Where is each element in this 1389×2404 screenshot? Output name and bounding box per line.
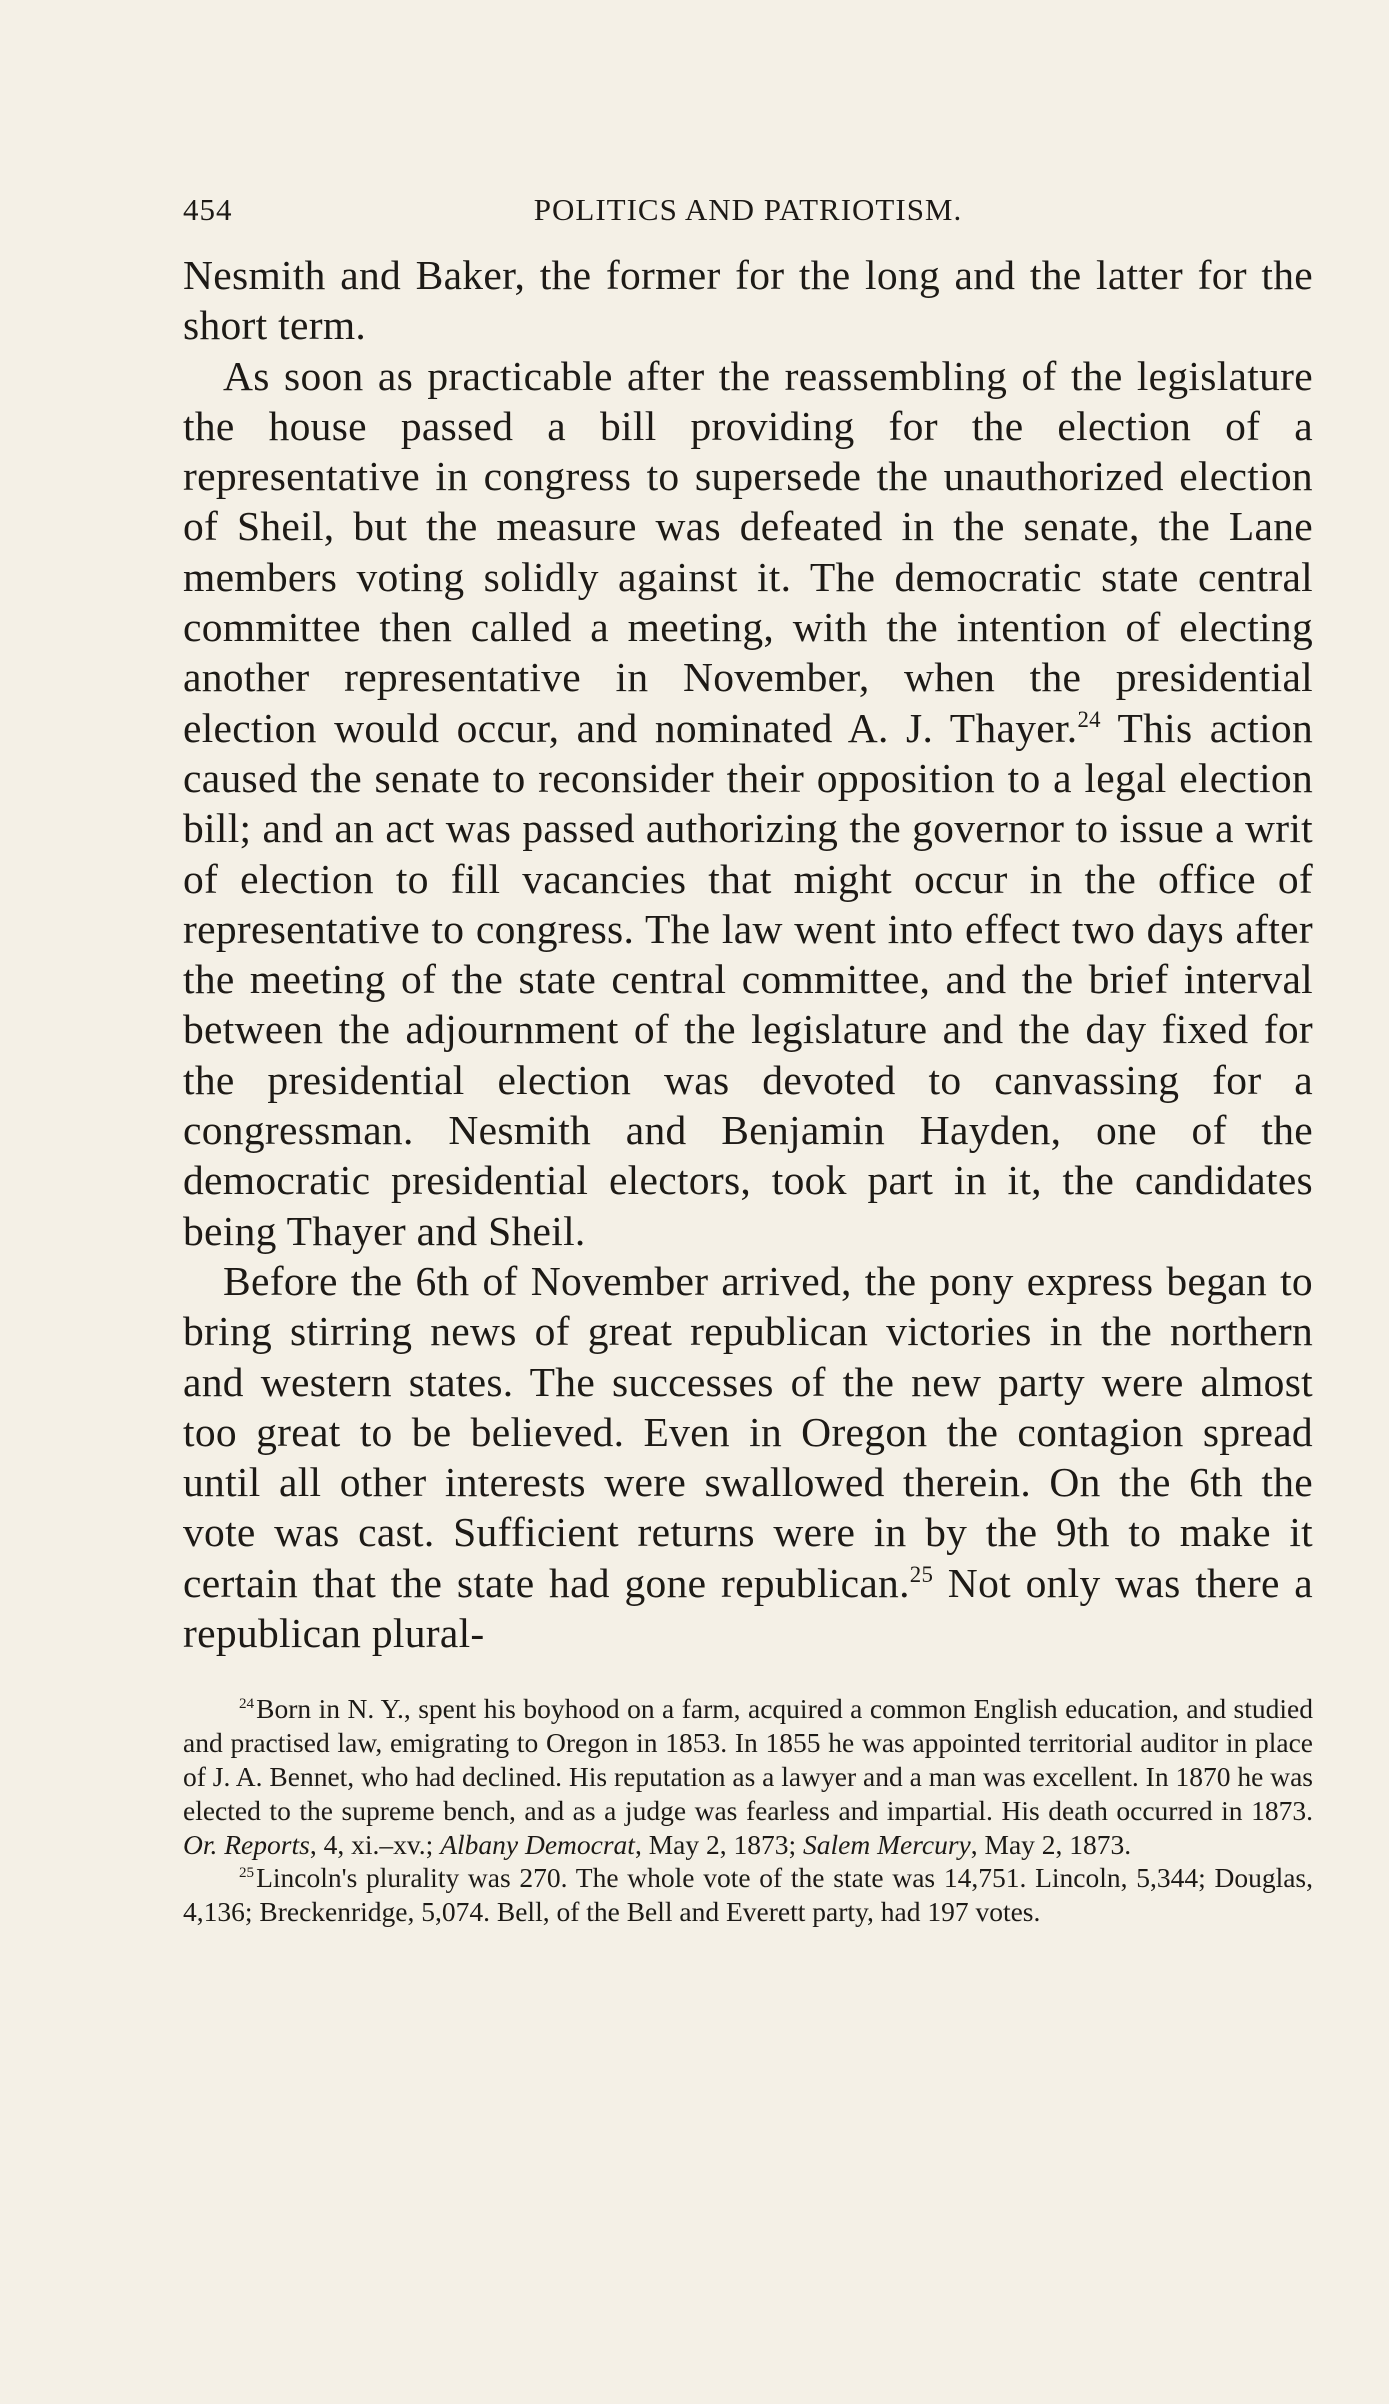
page-number: 454	[183, 192, 233, 227]
footnote-reference: 25	[909, 1561, 934, 1587]
paragraph-text: Not only was there a republican plural-	[183, 1559, 1313, 1657]
footnote-number: 25	[239, 1865, 255, 1882]
source-title: Albany Democrat	[440, 1828, 635, 1860]
book-page	[183, 184, 1313, 1929]
paragraph-text: This action caused the senate to reconsider their opposition to a legal election bill; and an act was passed authorizing the governor to issue a writ of election to fill vacancies that might occur in the office of representative to congress. The law went into effect two days after the meeting of the state central committee, and the brief interval between the adjournment of the legislature and the day fixed for the presidential election was devoted to canvassing for a congressman. Nesmith and Benjamin Hayden, one of the democratic presidential electors, took part in it, the candidates being Thayer and Sheil.	[183, 704, 1313, 1254]
main-text	[183, 250, 1313, 1658]
paragraph-text: Before the 6th of November arrived, the pony express began to bring stirring news of great republican victories in the northern and western states. The successes of the new party were almost too great to be believed. Even in Oregon the contagion spread until all other interests were swallowed therein. On the 6th the vote was cast. Sufficient returns were in by the 9th to make it certain that the state had gone republican.	[183, 1257, 1313, 1606]
footnote-text: Born in N. Y., spent his boyhood on a farm, acquired a common English education, and studied and practised law, emigrating to Oregon in 1853. In 1855 he was appointed territorial auditor in place of J. A. Bennet, who had declined. His reputation as a lawyer and a man was excellent. In 1870 he was elected to the supreme bench, and as a judge was fearless and impartial. His death occurred in 1873.	[183, 1693, 1313, 1826]
footnote-text: , May 2, 1873;	[634, 1828, 803, 1860]
paragraph: Nesmith and Baker, the former for the long and the latter for the short term.	[183, 252, 1313, 349]
footnotes	[183, 1692, 1313, 1929]
footnote-reference: 24	[1077, 706, 1101, 732]
source-title: Salem Mercury	[803, 1828, 971, 1860]
source-title: Or. Reports	[183, 1828, 310, 1860]
paragraph	[183, 351, 1313, 1256]
paragraph-text: As soon as practicable after the reassembling of the legislature the house passed a bill providing for the election of a representative in congress to supersede the unauthorized election of Sheil, but the measure was defeated in the senate, the Lane members voting solidly against it. The democratic state central committee then called a meeting, with the intention of electing another representative in November, when the presidential election would occur, and nominated A. J. Thayer.	[183, 352, 1313, 751]
footnote-number: 24	[239, 1696, 255, 1713]
footnote	[183, 1861, 1313, 1929]
running-head	[183, 184, 1313, 244]
running-title: POLITICS AND PATRIOTISM.	[533, 192, 963, 227]
paragraph	[183, 1256, 1313, 1658]
footnote-text: Lincoln's plurality was 270. The whole vote of the state was 14,751. Lincoln, 5,344; Douglas, 4,136; Breckenridge, 5,074. Bell, of the Bell and Everett party, had 197 votes.	[183, 1862, 1313, 1928]
footnote-text: , May 2, 1873.	[970, 1828, 1132, 1860]
footnote	[183, 1692, 1313, 1861]
footnote-text: , 4, xi.–xv.;	[309, 1828, 441, 1860]
